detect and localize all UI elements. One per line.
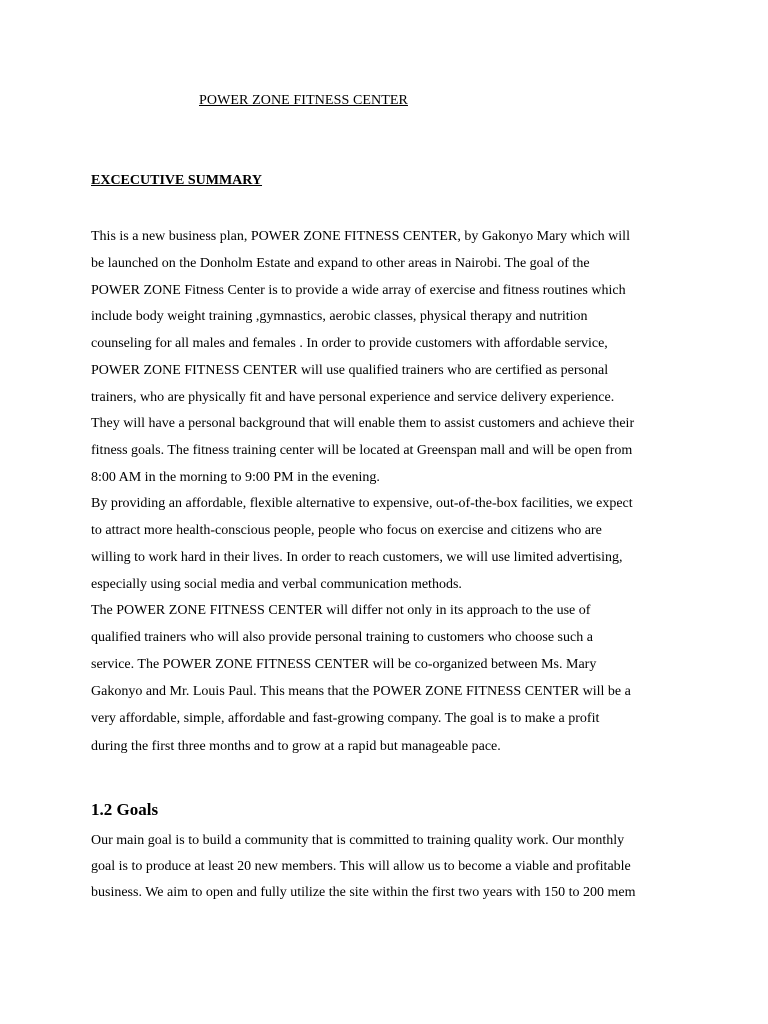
summary-line: include body weight training ,gymnastics, aerobic classes, physical therapy and nutrition	[91, 309, 588, 324]
summary-line: service. The POWER ZONE FITNESS CENTER will be co-organized between Ms. Mary	[91, 657, 597, 672]
executive-summary-heading: EXCECUTIVE SUMMARY	[91, 173, 263, 188]
goals-line: goal is to produce at least 20 new members. This will allow us to become a viable and profitable	[91, 859, 631, 874]
summary-line: very affordable, simple, affordable and fast-growing company. The goal is to make a profit	[91, 711, 600, 726]
summary-line: The POWER ZONE FITNESS CENTER will differ not only in its approach to the use of	[91, 603, 591, 618]
summary-line: during the first three months and to grow at a rapid but manageable pace.	[91, 739, 501, 754]
summary-line: counseling for all males and females . In order to provide customers with affordable service,	[91, 336, 608, 351]
summary-line: 8:00 AM in the morning to 9:00 PM in the evening.	[91, 470, 380, 485]
summary-line: qualified trainers who will also provide personal training to customers who choose such a	[91, 630, 593, 645]
goals-heading: 1.2 Goals	[91, 800, 159, 819]
summary-line: fitness goals. The fitness training center will be located at Greenspan mall and will be open from	[91, 443, 633, 458]
summary-line: This is a new business plan, POWER ZONE FITNESS CENTER, by Gakonyo Mary which will	[91, 229, 630, 244]
summary-line: to attract more health-conscious people, people who focus on exercise and citizens who are	[91, 523, 602, 538]
summary-line: especially using social media and verbal communication methods.	[91, 577, 462, 592]
summary-line: Gakonyo and Mr. Louis Paul. This means that the POWER ZONE FITNESS CENTER will be a	[91, 684, 631, 699]
summary-line: POWER ZONE FITNESS CENTER will use qualified trainers who are certified as personal	[91, 363, 609, 378]
summary-line: trainers, who are physically fit and have personal experience and service delivery experience.	[91, 390, 615, 405]
summary-line: be launched on the Donholm Estate and expand to other areas in Nairobi. The goal of the	[91, 256, 590, 271]
goals-line: Our main goal is to build a community that is committed to training quality work. Our monthly	[91, 833, 625, 848]
summary-line: They will have a personal background that will enable them to assist customers and achieve their	[91, 416, 635, 431]
summary-line: POWER ZONE Fitness Center is to provide a wide array of exercise and fitness routines which	[91, 283, 626, 298]
goals-line: business. We aim to open and fully utilize the site within the first two years with 150 to 200 mem	[91, 885, 636, 900]
summary-line: willing to work hard in their lives. In order to reach customers, we will use limited advertising,	[91, 550, 623, 565]
document-title: POWER ZONE FITNESS CENTER	[199, 93, 408, 108]
summary-line: By providing an affordable, flexible alternative to expensive, out-of-the-box facilities, we expect	[91, 496, 633, 511]
